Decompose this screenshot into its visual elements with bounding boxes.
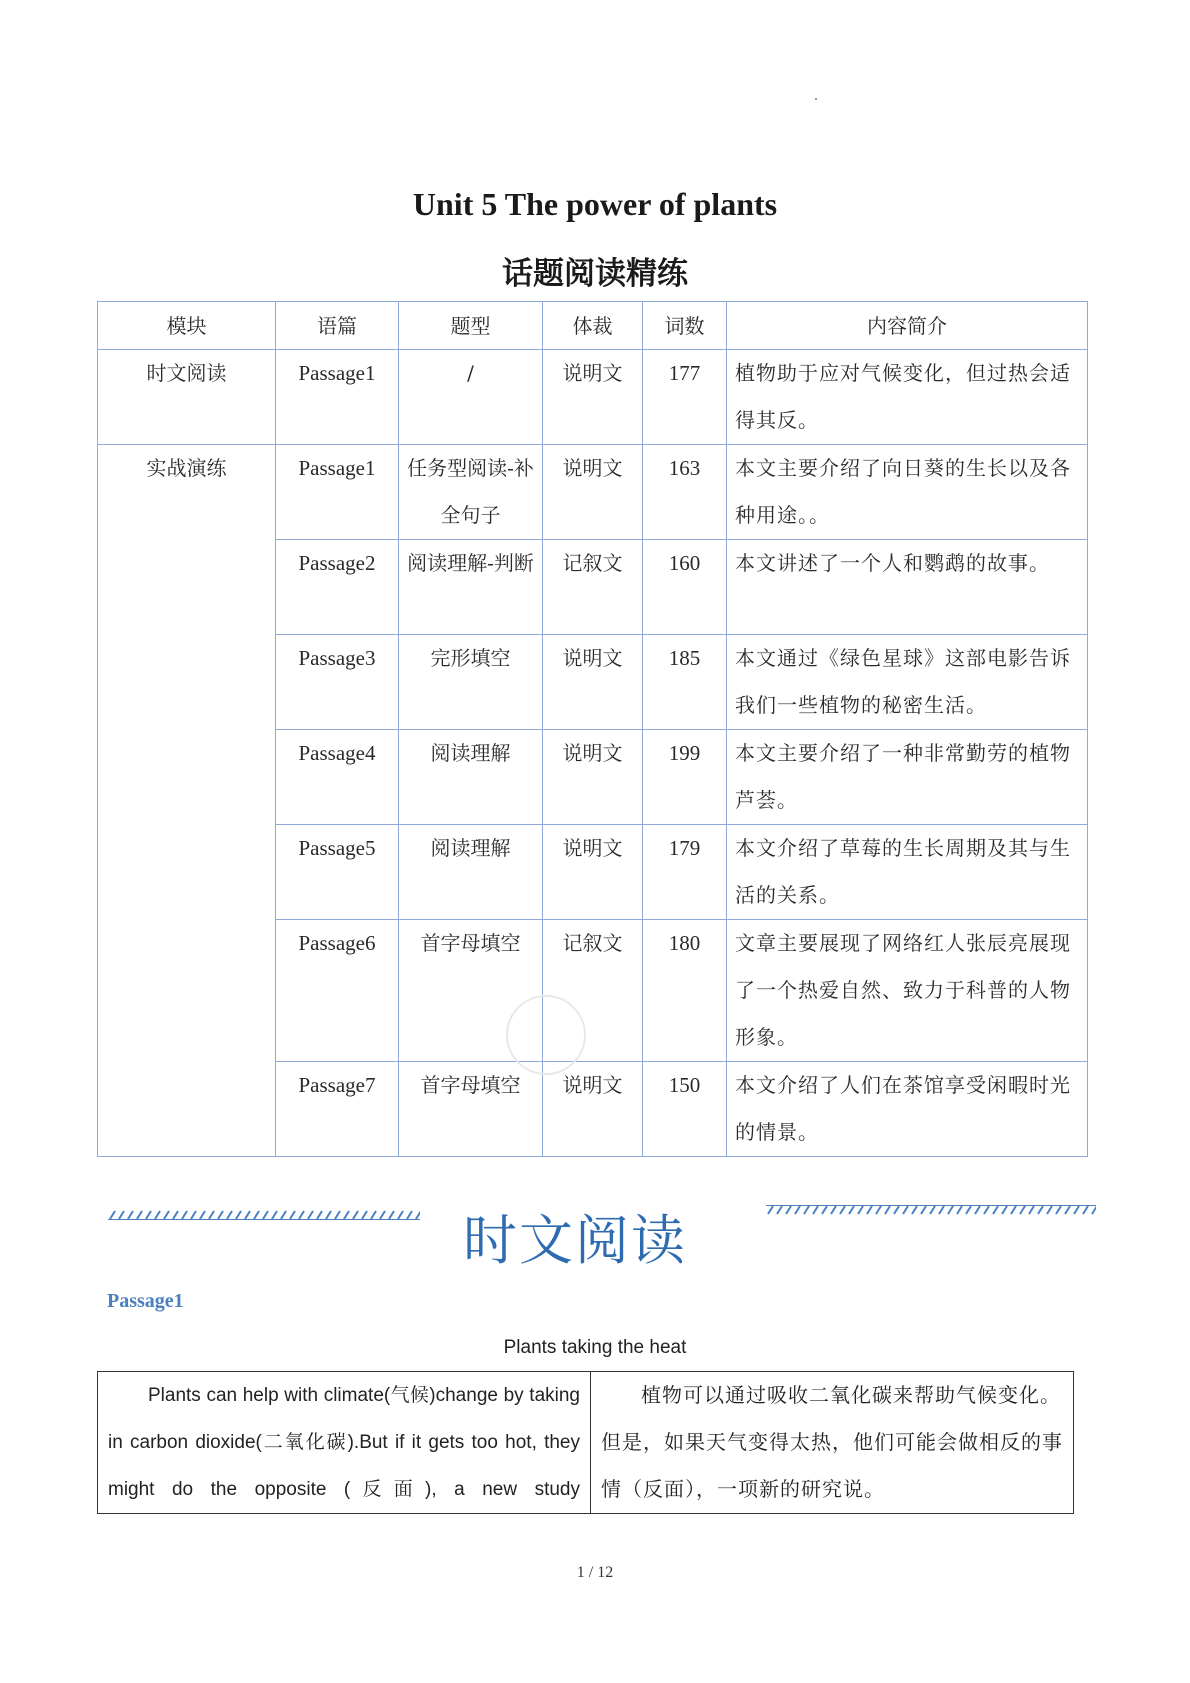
word-count-cell: 199 <box>643 730 727 825</box>
table-header-row <box>98 302 1088 350</box>
decorative-stripe-left <box>108 1210 420 1220</box>
summary-cell: 文章主要展现了网络红人张辰亮展现了一个热爱自然、致力于科普的人物形象。 <box>727 920 1088 1062</box>
table-row <box>98 445 1088 540</box>
header-passage: 语篇 <box>276 302 399 350</box>
passage-cell: Passage6 <box>276 920 399 1062</box>
question-type-cell: 阅读理解-判断 <box>399 540 543 635</box>
scan-dot <box>815 98 817 100</box>
summary-cell: 本文通过《绿色星球》这部电影告诉我们一些植物的秘密生活。 <box>727 635 1088 730</box>
word-count-cell: 150 <box>643 1062 727 1157</box>
summary-cell: 本文介绍了草莓的生长周期及其与生活的关系。 <box>727 825 1088 920</box>
decorative-stripe-right <box>766 1205 1096 1215</box>
passage-label: Passage1 <box>107 1290 184 1312</box>
module-cell: 时文阅读 <box>98 350 276 445</box>
passage-cell: Passage5 <box>276 825 399 920</box>
word-count-cell: 185 <box>643 635 727 730</box>
question-type-cell: 任务型阅读-补全句子 <box>399 445 543 540</box>
genre-cell: 说明文 <box>543 825 643 920</box>
header-summary: 内容简介 <box>727 302 1088 350</box>
genre-cell: 说明文 <box>543 730 643 825</box>
english-paragraph: Plants can help with climate(气候)change by taking in carbon dioxide(二氧化碳).But if it gets too hot, they might do the opposite (反面), a new study <box>108 1385 580 1500</box>
table-row <box>98 350 1088 445</box>
chinese-cell <box>591 1372 1074 1514</box>
passage-cell: Passage7 <box>276 1062 399 1157</box>
passage-title: Plants taking the heat <box>503 1337 687 1358</box>
summary-cell: 本文主要介绍了向日葵的生长以及各种用途。。 <box>727 445 1088 540</box>
document-title: Unit 5 The power of plants <box>412 186 778 222</box>
table-row <box>98 1372 1074 1514</box>
bilingual-text-table <box>97 1371 1074 1514</box>
english-cell <box>98 1372 591 1514</box>
genre-cell: 说明文 <box>543 635 643 730</box>
document-subtitle: 话题阅读精练 <box>502 256 688 292</box>
word-count-cell: 177 <box>643 350 727 445</box>
question-type-cell: 首字母填空 <box>399 1062 543 1157</box>
passage-cell: Passage1 <box>276 350 399 445</box>
page-number: 1 / 12 <box>576 1564 614 1581</box>
summary-cell: 本文介绍了人们在茶馆享受闲暇时光的情景。 <box>727 1062 1088 1157</box>
passage-cell: Passage3 <box>276 635 399 730</box>
question-type-cell: 阅读理解 <box>399 825 543 920</box>
header-module: 模块 <box>98 302 276 350</box>
watermark-stamp <box>506 995 586 1075</box>
overview-table <box>97 301 1088 1157</box>
summary-cell: 本文讲述了一个人和鹦鹉的故事。 <box>727 540 1088 635</box>
chinese-paragraph: 植物可以通过吸收二氧化碳来帮助气候变化。但是，如果天气变得太热，他们可能会做相反的事情（反面），一项新的研究说。 <box>601 1383 1063 1501</box>
module-cell: 实战演练 <box>98 445 276 1157</box>
section-heading: 时文阅读 <box>463 1209 687 1272</box>
question-type-cell: 首字母填空 <box>399 920 543 1062</box>
passage-cell: Passage4 <box>276 730 399 825</box>
genre-cell: 记叙文 <box>543 540 643 635</box>
passage-cell: Passage2 <box>276 540 399 635</box>
question-type-cell: / <box>399 350 543 445</box>
header-question-type: 题型 <box>399 302 543 350</box>
header-genre: 体裁 <box>543 302 643 350</box>
word-count-cell: 180 <box>643 920 727 1062</box>
summary-cell: 植物助于应对气候变化，但过热会适得其反。 <box>727 350 1088 445</box>
header-word-count: 词数 <box>643 302 727 350</box>
genre-cell: 说明文 <box>543 350 643 445</box>
question-type-cell: 完形填空 <box>399 635 543 730</box>
genre-cell: 说明文 <box>543 445 643 540</box>
question-type-cell: 阅读理解 <box>399 730 543 825</box>
word-count-cell: 179 <box>643 825 727 920</box>
summary-cell: 本文主要介绍了一种非常勤劳的植物芦荟。 <box>727 730 1088 825</box>
passage-cell: Passage1 <box>276 445 399 540</box>
genre-cell: 说明文 <box>543 1062 643 1157</box>
genre-cell: 记叙文 <box>543 920 643 1062</box>
word-count-cell: 163 <box>643 445 727 540</box>
word-count-cell: 160 <box>643 540 727 635</box>
